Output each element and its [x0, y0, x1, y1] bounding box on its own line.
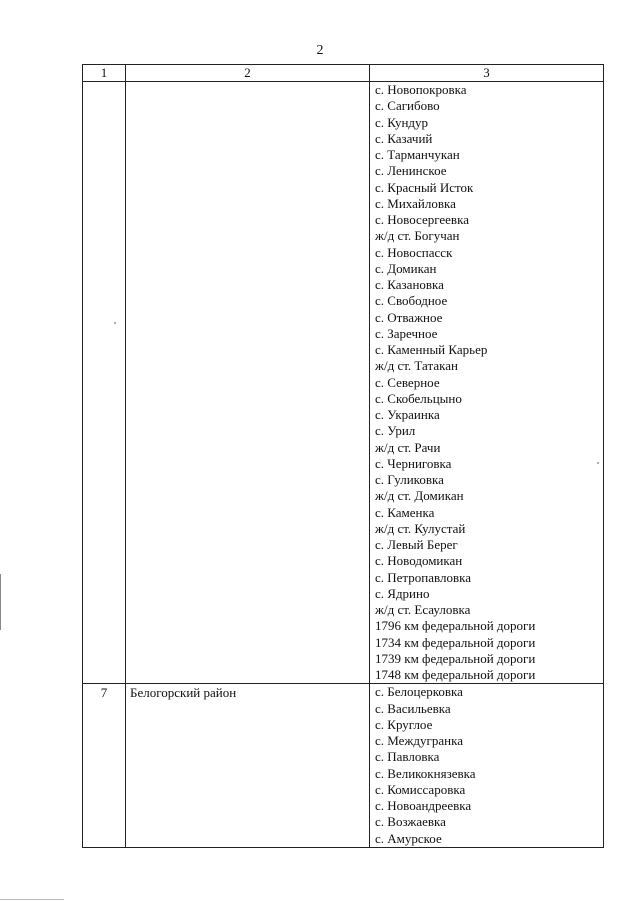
settlement-item: 1748 км федеральной дороги [375, 667, 536, 682]
settlement-item: с. Красный Исток [375, 179, 474, 195]
settlement-item: с. Белоцерковка [375, 684, 463, 700]
column-header-1: 1 [83, 65, 126, 82]
settlement-item: с. Отважное [375, 309, 443, 325]
page-number: 2 [316, 43, 324, 58]
settlement-item: с. Новоандреевка [375, 798, 472, 813]
scan-bottom-mark [0, 899, 64, 900]
settlement-item: с. Украинка [375, 407, 440, 422]
settlement-item: с. Скобельцыно [375, 390, 462, 406]
settlement-item: ж/д ст. Татакан [375, 358, 458, 374]
row-number-cell [83, 82, 126, 684]
settlements-cell [370, 684, 604, 848]
settlement-item: с. Казачий [375, 130, 433, 146]
settlement-item: с. Казановка [375, 277, 444, 292]
settlement-item: с. Левый Берег [375, 537, 458, 552]
settlement-item: с. Комиссаровка [375, 781, 466, 797]
settlement-item: с. Великокнязевка [375, 765, 476, 781]
settlement-item: с. Северное [375, 374, 440, 390]
row-number [83, 82, 125, 100]
settlement-item: ж/д ст. Рачи [375, 439, 441, 455]
district-cell [126, 684, 370, 848]
settlement-item: с. Ядрино [375, 585, 430, 601]
settlement-item: с. Кундур [375, 114, 429, 130]
table-row [83, 82, 604, 684]
settlement-item: с. Междугранка [375, 733, 463, 748]
settlement-item: с. Гуликовка [375, 472, 444, 487]
settlement-item: ж/д ст. Домикан [375, 488, 464, 504]
settlement-item: с. Амурское [375, 830, 442, 846]
settlement-item: с. Павловка [375, 749, 440, 765]
scan-speck [114, 322, 116, 324]
settlement-item: с. Черниговка [375, 455, 452, 471]
table-header-row [83, 65, 604, 82]
settlement-item: с. Новопокровка [375, 82, 467, 97]
settlement-item: 1739 км федеральной дороги [375, 650, 536, 666]
settlement-item: с. Петропавловка [375, 569, 471, 585]
settlement-item: с. Сагибово [375, 98, 440, 114]
district-name: Белогорский район [130, 685, 237, 701]
settlement-item: с. Домикан [375, 260, 437, 276]
settlement-item: с. Свободное [375, 293, 448, 309]
column-header-2: 2 [126, 65, 370, 82]
scan-speck [597, 462, 599, 464]
district-cell [126, 82, 370, 684]
settlement-item: с. Урил [375, 423, 416, 439]
settlement-item: с. Тарманчукан [375, 147, 460, 162]
settlement-item: с. Васильевка [375, 700, 451, 716]
row-number: 7 [100, 685, 108, 701]
scan-edge-mark [0, 574, 1, 630]
table-row [83, 684, 604, 848]
settlement-item: 1734 км федеральной дороги [375, 634, 536, 650]
column-header-3: 3 [370, 65, 604, 82]
settlement-item: с. Новосергеевка [375, 212, 469, 227]
settlement-item: с. Михайловка [375, 195, 456, 211]
settlement-item: 1796 км федеральной дороги [375, 618, 536, 634]
settlement-item: с. Новодомикан [375, 553, 463, 569]
settlement-item: с. Заречное [375, 325, 438, 341]
settlement-item: с. Каменка [375, 504, 435, 520]
district-name [130, 82, 369, 100]
settlement-item: ж/д ст. Есауловка [375, 602, 471, 617]
settlements-table [82, 64, 604, 848]
settlement-item: с. Возжаевка [375, 814, 446, 830]
row-number-cell [83, 684, 126, 848]
settlement-item: с. Новоспасск [375, 244, 453, 260]
settlements-cell [370, 82, 604, 684]
settlement-item: с. Каменный Карьер [375, 342, 488, 357]
settlement-item: ж/д ст. Кулустай [375, 520, 466, 536]
settlement-item: с. Круглое [375, 716, 433, 732]
settlement-item: ж/д ст. Богучан [375, 228, 460, 244]
settlement-item: с. Ленинское [375, 163, 447, 179]
